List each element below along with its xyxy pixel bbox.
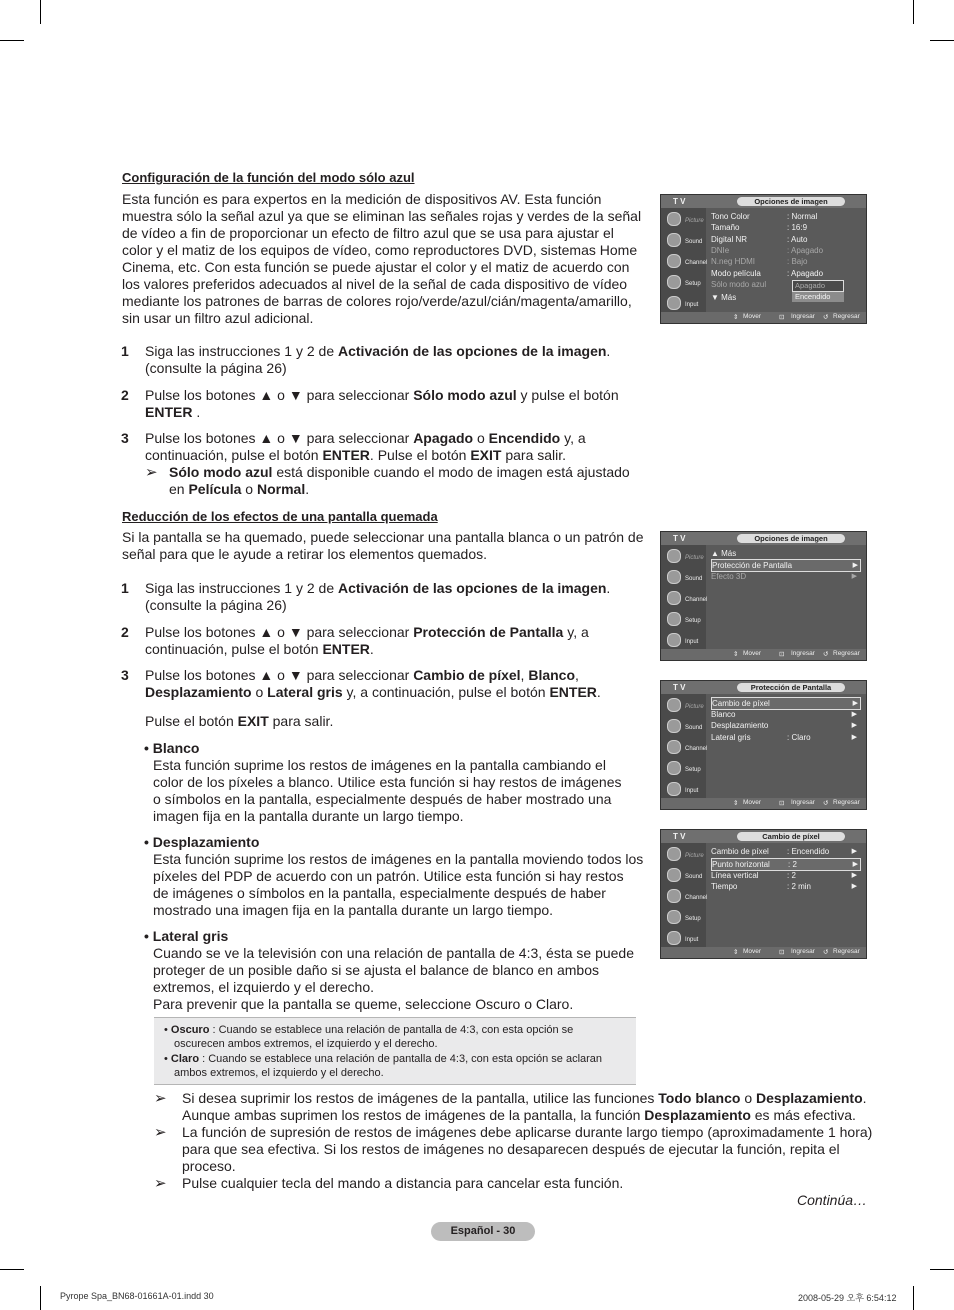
- move-icon: ⇕: [733, 314, 739, 321]
- arrow-right-icon: ▶: [851, 883, 857, 890]
- input-icon: [667, 633, 681, 647]
- note-line: ambos extremos, el izquierdo y el derecho.: [174, 1067, 384, 1079]
- intro-line: señal para que le ayude a retirar los elementos quemados.: [122, 546, 487, 562]
- step-text: Pulse los botones ▲ o ▼ para seleccionar Sólo modo azul y pulse el botón: [145, 387, 619, 403]
- bullet-title: • Blanco: [144, 740, 200, 756]
- menu-row: Digital NR : Auto: [711, 235, 808, 244]
- menu-row: Blanco ▶: [711, 710, 857, 719]
- step-text: (consulte la página 26): [145, 597, 287, 613]
- sidebar-item-input: Input: [665, 782, 705, 800]
- tv-menu-screen: [660, 531, 867, 661]
- arrow-right-icon: ▶: [852, 861, 858, 868]
- menu-row: N.neg HDMI : Bajo: [711, 257, 808, 266]
- arrow-right-icon: ▶: [852, 562, 858, 569]
- sidebar-item-setup: Setup: [665, 612, 705, 630]
- input-icon: [667, 296, 681, 310]
- step-text: Siga las instrucciones 1 y 2 de Activación de las opciones de la imagen.: [145, 343, 611, 359]
- arrow-right-icon: ▶: [851, 872, 857, 879]
- menu-title: Opciones de imagen: [737, 197, 845, 206]
- bullet-line: o símbolos en la pantalla, especialmente después de haber mostrado una: [153, 791, 612, 807]
- menu-row: Cambio de píxel : Encendido ▶: [711, 847, 857, 856]
- note-line: • Oscuro : Cuando se establece una relación de pantalla de 4:3, con esta opción se: [164, 1024, 574, 1036]
- note-line: • Claro : Cuando se establece una relación de pantalla de 4:3, con esta opción se aclaran: [164, 1053, 603, 1065]
- move-icon: ⇕: [733, 949, 739, 956]
- setup-icon: [667, 612, 681, 626]
- menu-row: Tiempo : 2 min ▶: [711, 882, 857, 891]
- sidebar-item-input: Input: [665, 296, 705, 314]
- bullet-line: imagen fija en la pantalla durante un largo tiempo.: [153, 808, 464, 824]
- crop-mark: [40, 0, 41, 24]
- option-off: Apagado: [792, 280, 844, 292]
- bullet-line: de imágenes o símbolos en la pantalla, especialmente después de haber: [153, 885, 606, 901]
- option-popup: [792, 280, 844, 302]
- crop-mark: [930, 1269, 954, 1270]
- menu-sidebar: [661, 843, 706, 948]
- input-icon: [667, 782, 681, 796]
- menu-footer: ⇕ Mover ⊡ Ingresar ↺ Regresar: [661, 798, 866, 809]
- note-line: oscurecen ambos extremos, el izquierdo y el derecho.: [174, 1038, 438, 1050]
- arrow-right-icon: ▶: [851, 573, 857, 580]
- menu-row-selected: Cambio de píxel ▶: [711, 697, 861, 710]
- bullet-line: Esta función suprime los restos de imágenes en la pantalla cambiando el: [153, 757, 606, 773]
- step-text: Desplazamiento o Lateral gris y, a continuación, pulse el botón ENTER.: [145, 684, 601, 700]
- crop-mark: [0, 1269, 24, 1270]
- sidebar-item-sound: Sound: [665, 233, 705, 251]
- tv-label: T V: [673, 197, 686, 206]
- sidebar-item-setup: Setup: [665, 761, 705, 779]
- continued-label: Continúa…: [797, 1192, 868, 1208]
- timestamp-slug: 2008-05-29 오후 6:54:12: [798, 1293, 897, 1303]
- tip-arrow-icon: ➢: [154, 1175, 167, 1192]
- arrow-right-icon: ▶: [852, 700, 858, 707]
- page-number: Español - 30: [431, 1222, 535, 1241]
- sidebar-item-sound: Sound: [665, 570, 705, 588]
- sound-icon: [667, 719, 681, 733]
- sidebar-item-channel: Channel: [665, 740, 705, 758]
- sound-icon: [667, 233, 681, 247]
- bullet-line: píxeles del PDP de acuerdo con un patrón. Utilice esta función si hay restos: [153, 868, 624, 884]
- sidebar-item-input: Input: [665, 633, 705, 651]
- return-icon: ↺: [823, 949, 829, 956]
- crop-mark: [913, 0, 914, 24]
- intro-line: sin usar un filtro azul adicional.: [122, 310, 314, 326]
- crop-mark: [913, 1286, 914, 1310]
- menu-row: ▲ Más: [711, 549, 737, 558]
- step-number: 2: [121, 387, 129, 403]
- tip-text: proceso.: [182, 1158, 236, 1174]
- section-heading: Reducción de los efectos de una pantalla quemada: [122, 509, 438, 524]
- menu-footer: ⇕ Mover ⊡ Ingresar ↺ Regresar: [661, 649, 866, 660]
- picture-icon: [667, 212, 681, 226]
- menu-row: Efecto 3D ▶: [711, 572, 857, 581]
- bullet-title: • Lateral gris: [144, 928, 229, 944]
- channel-icon: [667, 254, 681, 268]
- sidebar-item-sound: Sound: [665, 719, 705, 737]
- sidebar-item-channel: Channel: [665, 591, 705, 609]
- menu-row-selected: Protección de Pantalla ▶: [711, 559, 861, 572]
- menu-title: Opciones de imagen: [737, 534, 845, 543]
- step-number: 2: [121, 624, 129, 640]
- sidebar-item-setup: Setup: [665, 910, 705, 928]
- menu-footer: ⇕ Mover ⊡ Ingresar ↺ Regresar: [661, 312, 866, 323]
- intro-line: muestra sólo la señal azul ya que se eliminan las señales rojas y verdes de la señal: [122, 208, 642, 224]
- bullet-line: color de los píxeles a blanco. Utilice esta función si hay restos de imágenes: [153, 774, 622, 790]
- sound-icon: [667, 570, 681, 584]
- step-text: continuación, pulse el botón ENTER. Pulse el botón EXIT para salir.: [145, 447, 567, 463]
- picture-icon: [667, 847, 681, 861]
- tip-text: Si desea suprimir los restos de imágenes de la pantalla, utilice las funciones Todo blanco o Desplazamiento.: [182, 1090, 867, 1106]
- note-arrow-icon: ➢: [145, 464, 158, 481]
- menu-row: Tamaño : 16:9: [711, 223, 808, 232]
- tv-label: T V: [673, 683, 686, 692]
- note-text: en Película o Normal.: [169, 481, 310, 497]
- step-text: Pulse los botones ▲ o ▼ para seleccionar Cambio de píxel, Blanco,: [145, 667, 579, 683]
- sidebar-item-input: Input: [665, 931, 705, 949]
- sidebar-item-picture: Picture: [665, 847, 705, 865]
- channel-icon: [667, 591, 681, 605]
- picture-icon: [667, 549, 681, 563]
- bullet-line: Para prevenir que la pantalla se queme, seleccione Oscuro o Claro.: [153, 996, 574, 1012]
- intro-line: los valores preferidos adecuados al nivel de la señal de cada dispositivo de vídeo: [122, 276, 628, 292]
- menu-title: Protección de Pantalla: [737, 683, 845, 692]
- note-box: [154, 1017, 636, 1085]
- return-icon: ↺: [823, 651, 829, 658]
- crop-mark: [40, 1286, 41, 1310]
- step-text: Siga las instrucciones 1 y 2 de Activación de las opciones de la imagen.: [145, 580, 611, 596]
- menu-row: Sólo modo azul: [711, 280, 767, 289]
- menu-sidebar: [661, 208, 706, 313]
- enter-icon: ⊡: [779, 949, 785, 956]
- arrow-right-icon: ▶: [851, 848, 857, 855]
- menu-footer: ⇕ Mover ⊡ Ingresar ↺ Regresar: [661, 947, 866, 958]
- sidebar-item-picture: Picture: [665, 549, 705, 567]
- step-text: (consulte la página 26): [145, 360, 287, 376]
- intro-line: Si la pantalla se ha quemado, puede seleccionar una pantalla blanca o un patrón de: [122, 529, 644, 545]
- note-text: Sólo modo azul está disponible cuando el modo de imagen está ajustado: [169, 464, 630, 480]
- sidebar-item-channel: Channel: [665, 889, 705, 907]
- enter-icon: ⊡: [779, 651, 785, 658]
- bullet-line: Cuando se ve la televisión con una relación de pantalla de 4:3, ésta se puede: [153, 945, 635, 961]
- intro-line: Cinema, etc. Con esta función se puede ajustar el color y el matiz de acuerdo con: [122, 259, 630, 275]
- arrow-right-icon: ▶: [851, 711, 857, 718]
- move-icon: ⇕: [733, 800, 739, 807]
- step-number: 3: [121, 430, 129, 446]
- exit-text: Pulse el botón EXIT para salir.: [145, 713, 334, 729]
- tv-menu-screen: [660, 680, 867, 810]
- intro-line: mediante los patrones de barras de colores rojo/verde/azul/cián/magenta/amarillo,: [122, 293, 632, 309]
- step-number: 3: [121, 667, 129, 683]
- intro-line: color y el matiz de los equipos de vídeo, como reproductores DVD, sistemas Home: [122, 242, 638, 258]
- picture-icon: [667, 698, 681, 712]
- tv-label: T V: [673, 832, 686, 841]
- return-icon: ↺: [823, 314, 829, 321]
- menu-sidebar: [661, 545, 706, 650]
- sidebar-item-picture: Picture: [665, 212, 705, 230]
- sidebar-item-setup: Setup: [665, 275, 705, 293]
- step-text: continuación, pulse el botón ENTER.: [145, 641, 374, 657]
- section-heading: Configuración de la función del modo sólo azul: [122, 170, 415, 185]
- sidebar-item-picture: Picture: [665, 698, 705, 716]
- menu-row: DNIe : Apagado: [711, 246, 824, 255]
- bullet-line: proteger de un posible daño si se ajusta el balance de blanco en ambos: [153, 962, 599, 978]
- bullet-line: Esta función suprime los restos de imágenes en la pantalla moviendo todos los: [153, 851, 644, 867]
- tv-label: T V: [673, 534, 686, 543]
- input-icon: [667, 931, 681, 945]
- sidebar-item-channel: Channel: [665, 254, 705, 272]
- move-icon: ⇕: [733, 651, 739, 658]
- arrow-right-icon: ▶: [851, 722, 857, 729]
- menu-title: Cambio de píxel: [737, 832, 845, 841]
- channel-icon: [667, 740, 681, 754]
- menu-row-selected: Punto horizontal : 2 ▶: [711, 858, 861, 871]
- sidebar-item-sound: Sound: [665, 868, 705, 886]
- menu-row: Línea vertical : 2 ▶: [711, 871, 857, 880]
- setup-icon: [667, 761, 681, 775]
- step-text: ENTER .: [145, 404, 201, 420]
- menu-row: Tono Color : Normal: [711, 212, 818, 221]
- step-text: Pulse los botones ▲ o ▼ para seleccionar Protección de Pantalla y, a: [145, 624, 589, 640]
- bullet-line: extremos, el izquierdo y el derecho.: [153, 979, 374, 995]
- step-number: 1: [121, 343, 129, 359]
- bullet-line: mostrado una imagen fija en la pantalla durante un largo tiempo.: [153, 902, 554, 918]
- menu-row: ▼ Más: [711, 293, 737, 302]
- option-on: Encendido: [792, 292, 844, 302]
- arrow-right-icon: ▶: [851, 734, 857, 741]
- channel-icon: [667, 889, 681, 903]
- menu-sidebar: [661, 694, 706, 799]
- tv-menu-screen: [660, 194, 867, 324]
- bullet-title: • Desplazamiento: [144, 834, 260, 850]
- intro-line: de vídeo a fin de proporcionar un efecto de filtro azul que se usa para ajustar el: [122, 225, 614, 241]
- return-icon: ↺: [823, 800, 829, 807]
- tip-text: Aunque ambas suprimen los restos de imágenes de la pantalla, la función Desplazamiento es más efectiva.: [182, 1107, 856, 1123]
- setup-icon: [667, 910, 681, 924]
- menu-row: Desplazamiento ▶: [711, 721, 857, 730]
- tv-menu-screen: [660, 829, 867, 959]
- file-slug: Pyrope Spa_BN68-01661A-01.indd 30: [60, 1291, 214, 1301]
- enter-icon: ⊡: [779, 314, 785, 321]
- tip-text: La función de supresión de restos de imágenes debe aplicarse durante largo tiempo (aproximadamente 1 hora): [182, 1124, 873, 1140]
- menu-row: Lateral gris : Claro ▶: [711, 733, 857, 742]
- tip-text: para que sea efectiva. Si los restos de imágenes no desaparecen después de ejecutar la función, repita el: [182, 1141, 840, 1157]
- crop-mark: [930, 40, 954, 41]
- step-number: 1: [121, 580, 129, 596]
- sound-icon: [667, 868, 681, 882]
- intro-line: Esta función es para expertos en la medición de dispositivos AV. Esta función: [122, 191, 602, 207]
- tip-arrow-icon: ➢: [154, 1124, 167, 1141]
- tip-arrow-icon: ➢: [154, 1090, 167, 1107]
- enter-icon: ⊡: [779, 800, 785, 807]
- setup-icon: [667, 275, 681, 289]
- crop-mark: [0, 40, 24, 41]
- tip-text: Pulse cualquier tecla del mando a distancia para cancelar esta función.: [182, 1175, 624, 1191]
- menu-row: Modo película : Apagado: [711, 269, 824, 278]
- step-text: Pulse los botones ▲ o ▼ para seleccionar Apagado o Encendido y, a: [145, 430, 586, 446]
